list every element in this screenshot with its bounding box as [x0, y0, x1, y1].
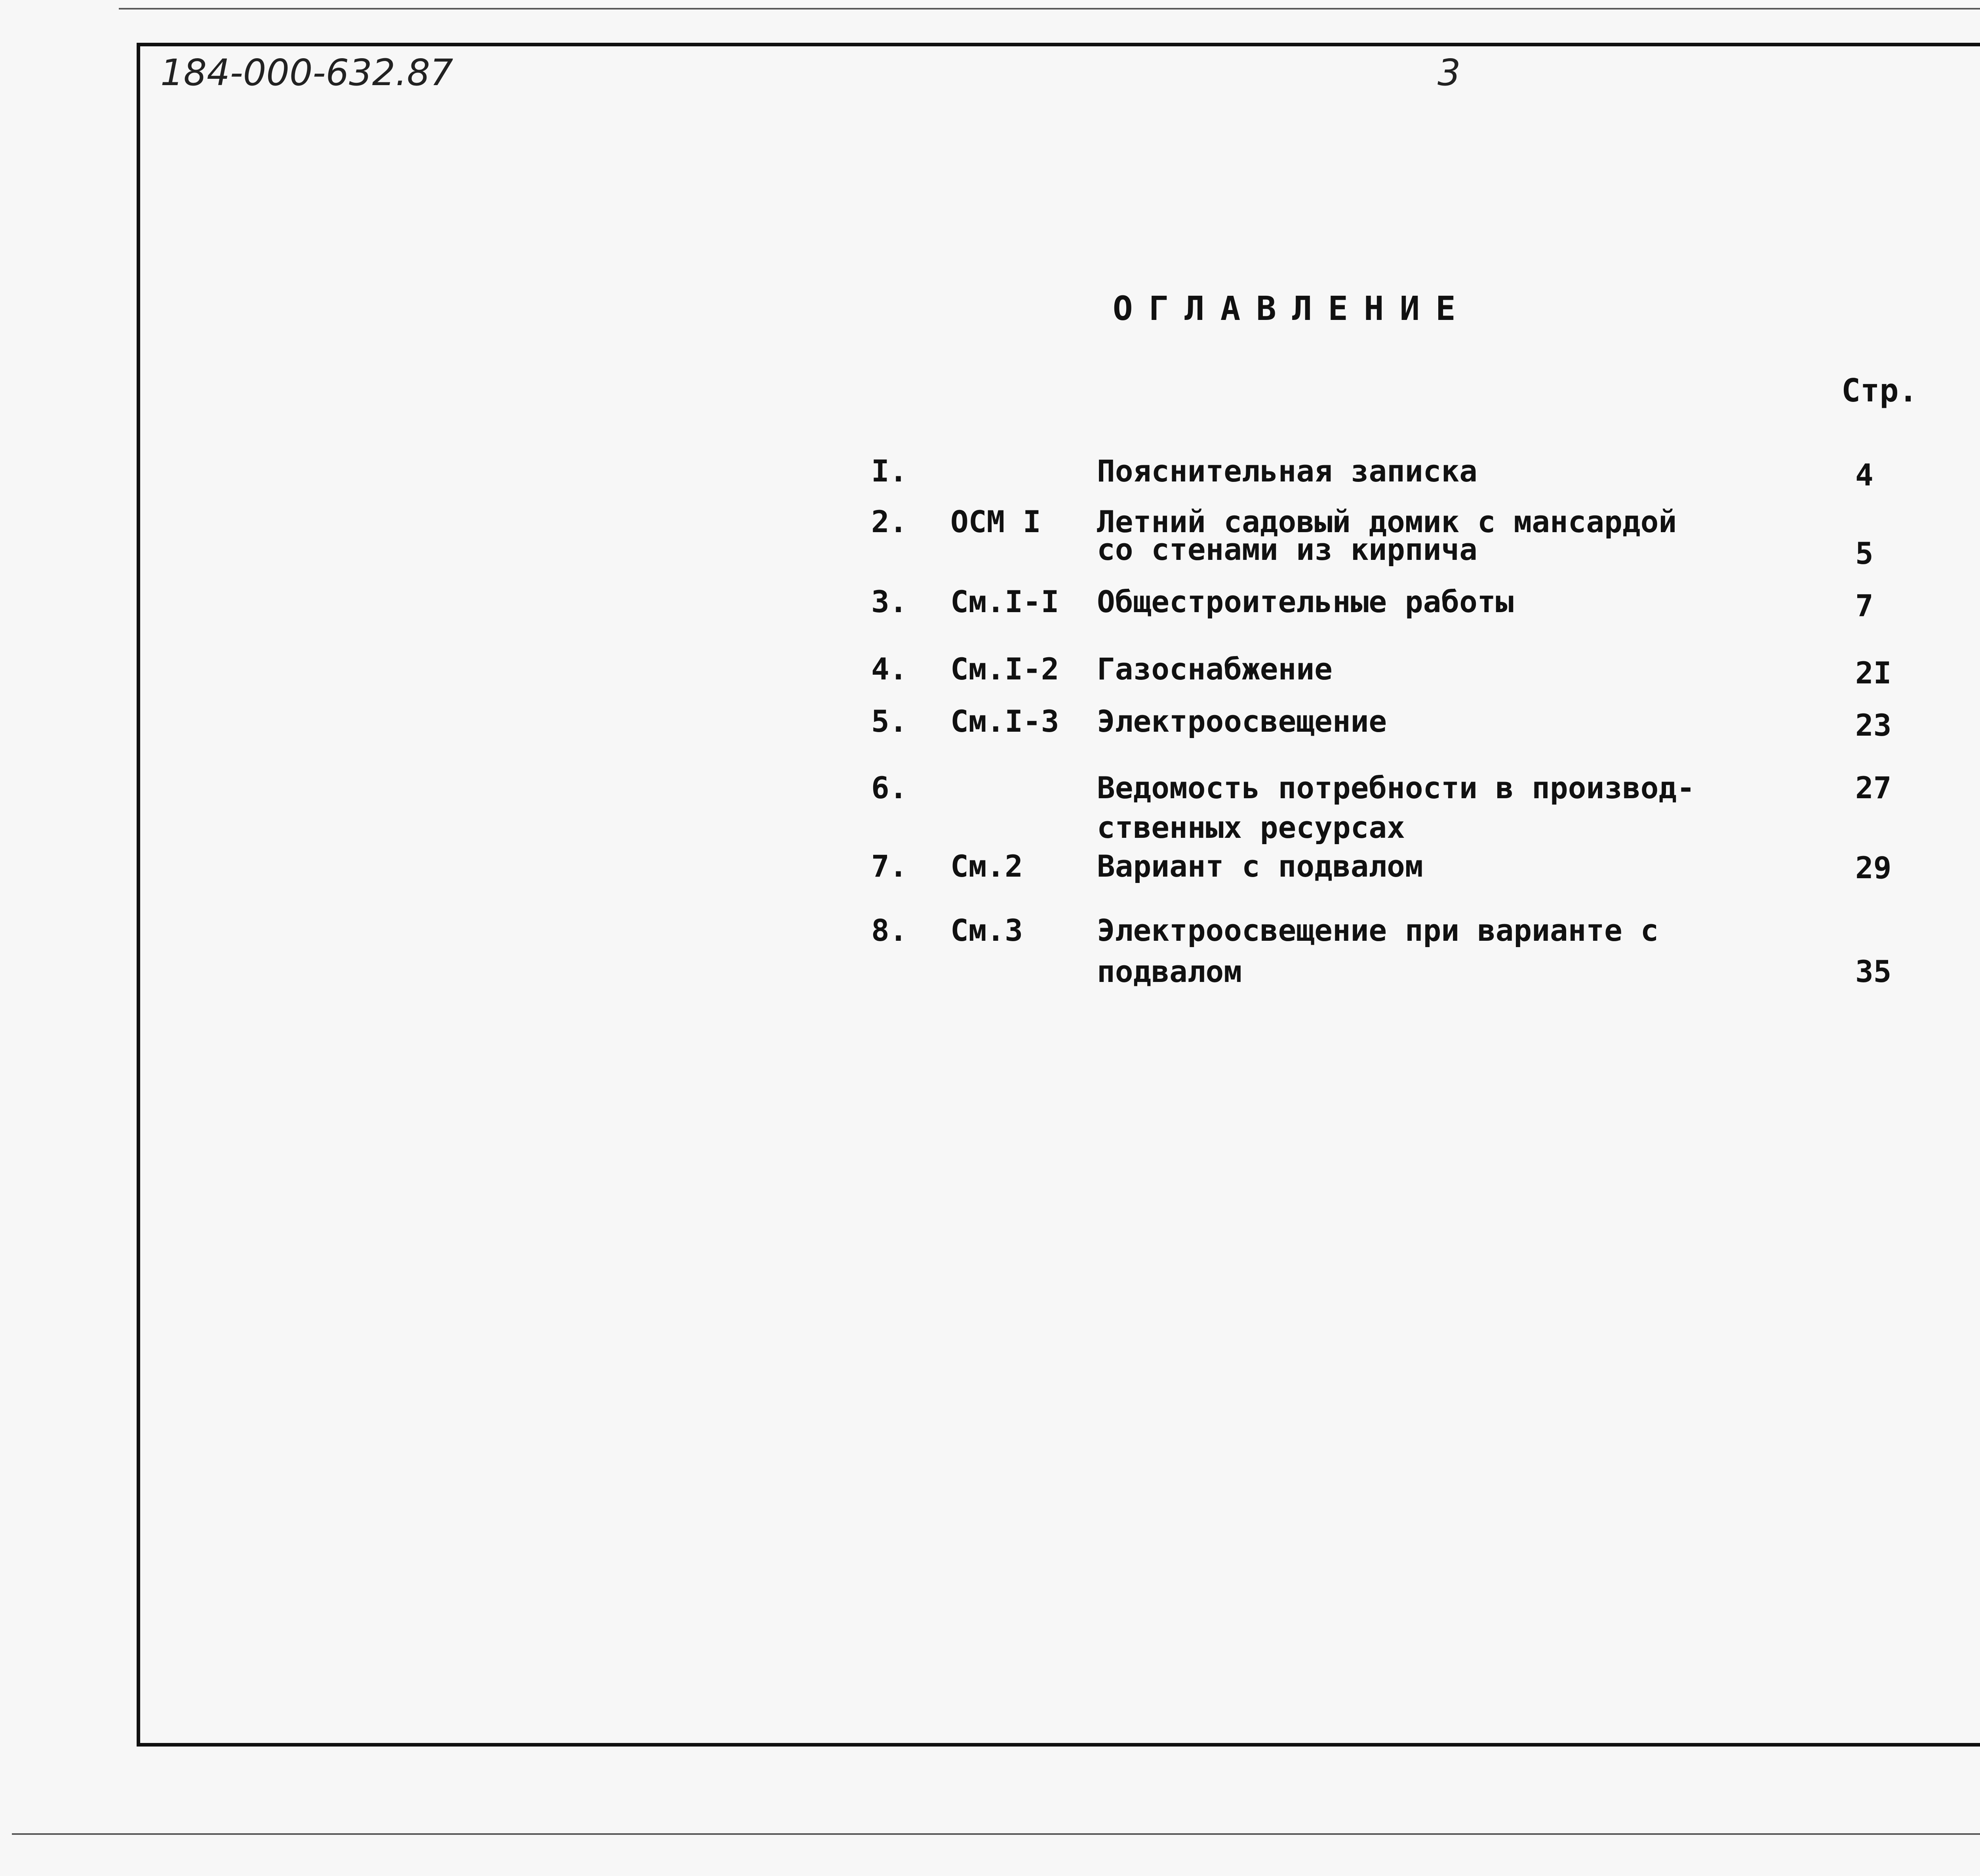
entry-page: 29: [1855, 850, 1892, 885]
entry-page: 2I: [1855, 655, 1892, 691]
entry-code: См.I-3: [950, 704, 1059, 739]
entry-number: 6.: [871, 770, 908, 805]
entry-code: См.2: [950, 849, 1023, 884]
drawing-frame: [137, 43, 1980, 1747]
sheet-edge-top: [119, 8, 1980, 10]
entry-number: 4.: [871, 651, 908, 687]
entry-code: ОСМ I: [950, 504, 1041, 539]
entry-page: 23: [1855, 708, 1892, 743]
entry-page: 27: [1855, 770, 1892, 805]
sheet-edge-bottom: [12, 1833, 1980, 1835]
entry-title-line: Электроосвещение: [1097, 704, 1387, 739]
entry-number: 7.: [871, 849, 908, 884]
entry-title-line: Ведомость потребности в производ-: [1097, 770, 1695, 805]
entry-number: 5.: [871, 704, 908, 739]
entry-number: 2.: [871, 504, 908, 539]
entry-number: 3.: [871, 584, 908, 619]
sheet-number: 3: [1437, 51, 1461, 94]
entry-page: 7: [1855, 588, 1873, 623]
entry-title-line: Летний садовый домик с мансардой: [1097, 504, 1677, 539]
entry-title-line: Пояснительная записка: [1097, 453, 1477, 489]
entry-title-line: Общестроительные работы: [1097, 584, 1514, 619]
entry-title-line: со стенами из кирпича: [1097, 532, 1477, 567]
entry-code: См.3: [950, 913, 1023, 948]
entry-title-line: Вариант с подвалом: [1097, 849, 1423, 884]
entry-page: 35: [1855, 954, 1892, 989]
entry-title-line: подвалом: [1097, 954, 1242, 989]
document-code: 184-000-632.87: [160, 51, 453, 94]
entry-title-line: Газоснабжение: [1097, 651, 1333, 687]
entry-number: 8.: [871, 913, 908, 948]
entry-code: См.I-I: [950, 584, 1059, 619]
entry-page: 4: [1855, 457, 1873, 493]
entry-page: 5: [1855, 536, 1873, 571]
entry-title-line: ственных ресурсах: [1097, 810, 1405, 845]
entry-title-line: Электроосвещение при варианте с: [1097, 913, 1659, 948]
entry-number: I.: [871, 453, 908, 489]
page-column-label: Стр.: [1841, 372, 1918, 409]
toc-title: ОГЛАВЛЕНИЕ: [1113, 289, 1472, 328]
entry-code: См.I-2: [950, 651, 1059, 687]
